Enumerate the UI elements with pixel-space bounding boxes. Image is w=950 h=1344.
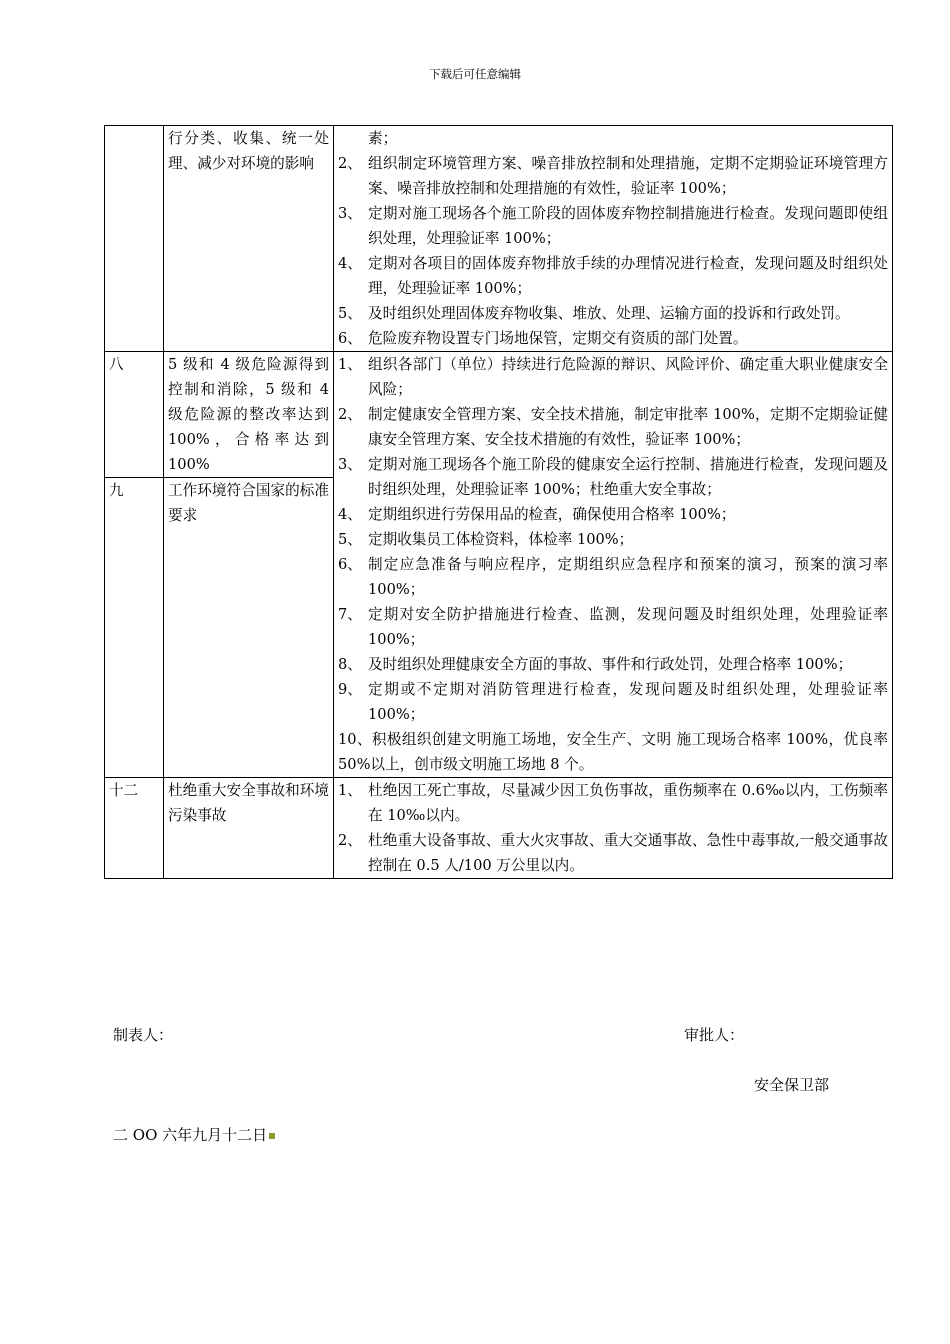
measure-index: 4、 — [338, 506, 362, 523]
approver-label: 审批人： — [684, 1026, 745, 1044]
measure-item — [338, 151, 888, 201]
goal-cell: 行分类、收集、统一处理、减少对环境的影响 — [164, 126, 334, 352]
measure-item — [338, 677, 888, 727]
measure-item — [338, 326, 888, 351]
measure-text: 定期对安全防护措施进行检查、监测，发现问题及时组织处理，处理验证率 100%； — [368, 606, 888, 648]
table-row — [105, 126, 893, 352]
measure-text: 组织制定环境管理方案、噪音排放控制和处理措施，定期不定期验证环境管理方案、噪音排放控制和处理措施的有效性，验证率 100%； — [368, 155, 888, 197]
row-number: 十二 — [105, 778, 164, 879]
measure-index — [338, 126, 368, 151]
measures-cell — [334, 778, 893, 879]
measure-item — [338, 527, 888, 552]
measures-cell — [334, 352, 893, 778]
measure-text: 定期对施工现场各个施工阶段的健康安全运行控制、措施进行检查，发现问题及时组织处理，处理验证率 100%；杜绝重大安全事故； — [368, 456, 888, 498]
row-number: 九 — [105, 478, 164, 778]
measure-item — [338, 126, 888, 151]
download-note: 下载后可任意编辑 — [429, 67, 521, 81]
measure-item — [338, 452, 888, 502]
goal-cell: 5 级和 4 级危险源得到控制和消除，5 级和 4 级危险源的整改率达到 100%，合格率达到 100% — [164, 352, 334, 478]
measure-item — [338, 652, 888, 677]
measures-cell — [334, 126, 893, 352]
measure-item — [338, 251, 888, 301]
measure-index: 2、 — [338, 406, 362, 423]
measure-index: 5、 — [338, 305, 362, 322]
date-text: 二 OO 六年九月十二日 — [113, 1126, 268, 1144]
measure-text: 组织各部门（单位）持续进行危险源的辩识、风险评价、确定重大职业健康安全风险； — [368, 356, 888, 398]
measure-index: 9、 — [338, 681, 362, 698]
measure-text: 素； — [368, 130, 398, 147]
measure-text: 定期收集员工体检资料，体检率 100%； — [368, 531, 634, 548]
measure-text: 制定应急准备与响应程序，定期组织应急程序和预案的演习，预案的演习率 100%； — [368, 556, 888, 598]
goal-cell: 工作环境符合国家的标准要求 — [164, 478, 334, 778]
preparer-label: 制表人： — [113, 1026, 174, 1044]
measure-index: 8、 — [338, 656, 362, 673]
measure-text: 制定健康安全管理方案、安全技术措施，制定审批率 100%，定期不定期验证健康安全管理方案、安全技术措施的有效性，验证率 100%； — [368, 406, 888, 448]
date-line — [113, 1124, 275, 1145]
measure-index: 5、 — [338, 531, 362, 548]
measure-item — [338, 602, 888, 652]
table-row — [105, 352, 893, 478]
measure-item — [338, 828, 888, 878]
measure-text: 杜绝因工死亡事故，尽量减少因工负伤事故，重伤频率在 0.6‰以内，工伤频率在 10‰以内。 — [368, 782, 888, 824]
measure-item — [338, 201, 888, 251]
measure-index: 7、 — [338, 606, 362, 623]
measure-index: 3、 — [338, 456, 362, 473]
measure-item — [338, 502, 888, 527]
measure-text: 定期或不定期对消防管理进行检查，发现问题及时组织处理，处理验证率 100%； — [368, 681, 888, 723]
measure-item — [338, 778, 888, 828]
row-number — [105, 126, 164, 352]
measure-text: 及时组织处理健康安全方面的事故、事件和行政处罚，处理合格率 100%； — [368, 656, 853, 673]
goal-cell: 杜绝重大安全事故和环境污染事故 — [164, 778, 334, 879]
measure-text: 定期对各项目的固体废弃物排放手续的办理情况进行检查，发现问题及时组织处理，处理验证率 100%； — [368, 255, 888, 297]
measure-index: 1、 — [338, 356, 362, 373]
measure-item — [338, 552, 888, 602]
marker-icon — [269, 1133, 275, 1139]
measure-index: 2、 — [338, 832, 362, 849]
department-name: 安全保卫部 — [754, 1076, 830, 1094]
measure-text: 及时组织处理固体废弃物收集、堆放、处理、运输方面的投诉和行政处罚。 — [368, 305, 850, 322]
measure-item — [338, 352, 888, 402]
measure-item: 10、积极组织创建文明施工场地，安全生产、文明 施工现场合格率 100%，优良率 50%以上，创市级文明施工场地 8 个。 — [338, 731, 888, 773]
measure-text: 定期组织进行劳保用品的检查，确保使用合格率 100%； — [368, 506, 736, 523]
measure-index: 2、 — [338, 155, 362, 172]
measure-index: 3、 — [338, 205, 362, 222]
table-row — [105, 778, 893, 879]
measure-index: 4、 — [338, 255, 362, 272]
measure-text: 危险废弃物设置专门场地保管，定期交有资质的部门处置。 — [368, 330, 748, 347]
measure-index: 6、 — [338, 556, 362, 573]
measure-index: 6、 — [338, 330, 362, 347]
measure-index: 1、 — [338, 782, 362, 799]
measure-text: 杜绝重大设备事故、重大火灾事故、重大交通事故、急性中毒事故,一般交通事故控制在 0.5 人/100 万公里以内。 — [368, 832, 888, 874]
measure-item — [338, 402, 888, 452]
measure-text: 定期对施工现场各个施工阶段的固体废弃物控制措施进行检查。发现问题即使组织处理，处理验证率 100%； — [368, 205, 888, 247]
measure-item — [338, 301, 888, 326]
goals-table — [104, 125, 893, 879]
row-number: 八 — [105, 352, 164, 478]
